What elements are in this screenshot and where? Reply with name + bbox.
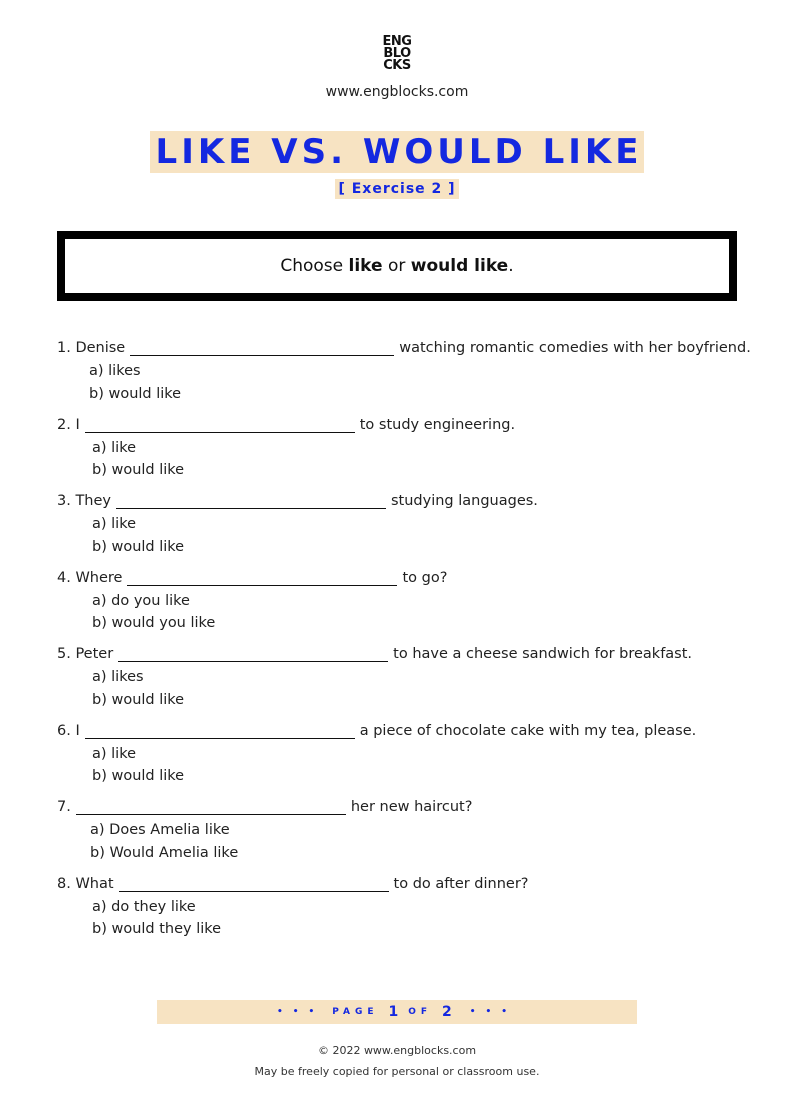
instructions-prefix: Choose bbox=[280, 256, 349, 276]
question-8-option-b[interactable]: b) would they like bbox=[92, 921, 222, 937]
answer-blank-5[interactable] bbox=[118, 660, 388, 662]
dots-left: ••• bbox=[276, 1007, 325, 1017]
instructions-box bbox=[57, 231, 737, 301]
question-5-before: 5. Peter bbox=[57, 646, 114, 662]
answer-blank-3[interactable] bbox=[116, 507, 386, 509]
question-3-before: 3. They bbox=[57, 493, 111, 509]
question-5-option-a[interactable]: a) likes bbox=[92, 669, 144, 685]
question-1-after: watching romantic comedies with her boyfriend. bbox=[399, 340, 751, 356]
subtitle-wrap bbox=[0, 178, 794, 199]
instructions-suffix: . bbox=[508, 256, 514, 276]
question-5-option-b[interactable]: b) would like bbox=[92, 692, 185, 708]
question-7-option-a[interactable]: a) Does Amelia like bbox=[90, 822, 230, 838]
site-url[interactable]: www.engblocks.com bbox=[325, 84, 469, 100]
question-4 bbox=[57, 570, 447, 586]
question-1 bbox=[57, 340, 751, 356]
question-3-option-a[interactable]: a) like bbox=[92, 516, 137, 532]
question-1-before: 1. Denise bbox=[57, 340, 126, 356]
dots-right: ••• bbox=[469, 1007, 518, 1017]
question-1-option-a[interactable]: a) likes bbox=[89, 363, 141, 379]
logo-line-3: CKS bbox=[383, 58, 411, 73]
answer-blank-6[interactable] bbox=[85, 737, 355, 739]
title-wrap bbox=[0, 131, 794, 173]
question-7-after: her new haircut? bbox=[350, 799, 473, 815]
question-5-after: to have a cheese sandwich for breakfast. bbox=[393, 646, 693, 662]
question-2-before: 2. I bbox=[57, 417, 80, 433]
question-8 bbox=[57, 876, 529, 892]
question-4-option-b[interactable]: b) would you like bbox=[92, 615, 216, 631]
question-3-option-b[interactable]: b) would like bbox=[92, 539, 185, 555]
instructions-word-like: like bbox=[348, 256, 383, 276]
question-3-after: studying languages. bbox=[391, 493, 538, 509]
logo-line-1: ENG bbox=[382, 34, 412, 49]
page-label: PAGE bbox=[332, 1007, 379, 1017]
page-title: LIKE VS. WOULD LIKE bbox=[150, 131, 645, 173]
question-7-option-b[interactable]: b) Would Amelia like bbox=[90, 845, 239, 861]
instructions-word-would-like: would like bbox=[410, 256, 509, 276]
answer-blank-4[interactable] bbox=[127, 584, 397, 586]
question-4-before: 4. Where bbox=[57, 570, 123, 586]
question-2 bbox=[57, 417, 515, 433]
question-6-after: a piece of chocolate cake with my tea, please. bbox=[359, 723, 697, 739]
question-2-option-a[interactable]: a) like bbox=[92, 440, 137, 456]
page-total: 2 bbox=[442, 1004, 452, 1020]
question-7-before: 7. bbox=[57, 799, 71, 815]
question-8-before: 8. What bbox=[57, 876, 114, 892]
question-5 bbox=[57, 646, 692, 662]
logo-line-2: BLO bbox=[383, 46, 411, 61]
instructions-middle: or bbox=[382, 256, 411, 276]
answer-blank-7[interactable] bbox=[76, 813, 346, 815]
page-current: 1 bbox=[388, 1004, 399, 1020]
answer-blank-8[interactable] bbox=[119, 890, 389, 892]
question-4-option-a[interactable]: a) do you like bbox=[92, 593, 190, 609]
question-3 bbox=[57, 493, 538, 509]
question-1-option-b[interactable]: b) would like bbox=[89, 386, 182, 402]
question-8-option-a[interactable]: a) do they like bbox=[92, 899, 196, 915]
question-7 bbox=[57, 799, 472, 815]
question-4-after: to go? bbox=[402, 570, 448, 586]
question-2-option-b[interactable]: b) would like bbox=[92, 462, 185, 478]
copyright-text: © 2022 www.engblocks.com bbox=[317, 1044, 477, 1057]
question-6 bbox=[57, 723, 696, 739]
page-indicator bbox=[157, 1000, 637, 1024]
answer-blank-1[interactable] bbox=[130, 354, 394, 356]
of-label: OF bbox=[408, 1007, 433, 1017]
question-6-option-a[interactable]: a) like bbox=[92, 746, 137, 762]
question-6-before: 6. I bbox=[57, 723, 80, 739]
answer-blank-2[interactable] bbox=[85, 431, 355, 433]
question-6-option-b[interactable]: b) would like bbox=[92, 768, 185, 784]
exercise-subtitle: [ Exercise 2 ] bbox=[335, 179, 458, 199]
engblocks-logo bbox=[0, 36, 794, 72]
license-text: May be freely copied for personal or classroom use. bbox=[254, 1065, 540, 1078]
question-2-after: to study engineering. bbox=[359, 417, 516, 433]
question-8-after: to do after dinner? bbox=[393, 876, 529, 892]
